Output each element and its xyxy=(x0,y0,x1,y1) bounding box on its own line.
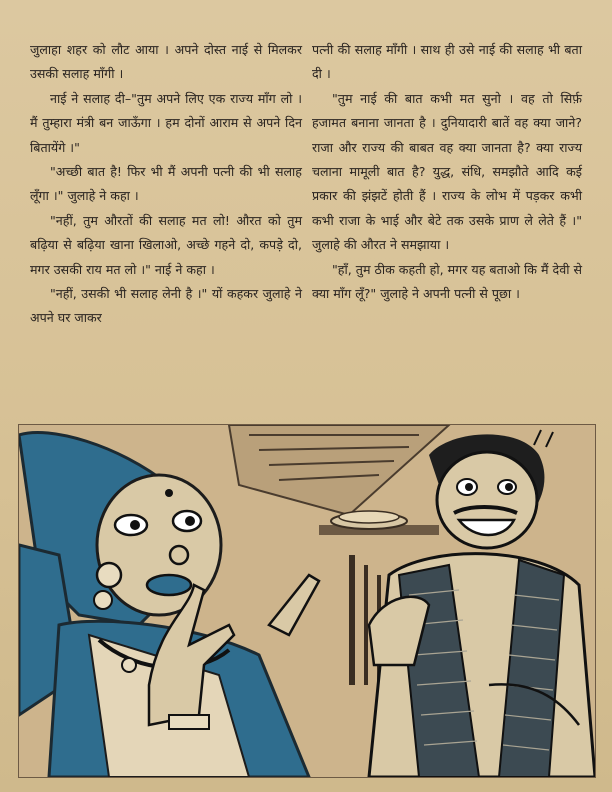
paragraph: पत्नी की सलाह माँगी । साथ ही उसे नाई की सलाह भी बता दी । xyxy=(312,42,582,82)
weaver-and-wife-illustration xyxy=(19,425,595,777)
illustration-panel xyxy=(18,424,596,778)
paragraph: "तुम नाई की बात कभी मत सुनो । वह तो सिर्फ़ हजामत बनाना जानता है । दुनियादारी बातें वह क्या जाने? राजा और राज्य की बाबत वह क्या जानता है? क्या राज्य चलाना मामूली बात है? युद्ध, संधि, समझौते आदि कई प्रकार की झंझटें होती हैं । राज्य के लोभ में पड़कर कभी कभी राजा के भाई और बेटे तक उसके प्राण ले लेते हैं ।" जुलाहे की औरत ने समझाया । xyxy=(312,90,582,253)
paragraph: "हाँ, तुम ठीक कहती हो, मगर यह बताओ कि मैं देवी से क्या माँग लूँ?" जुलाहे ने अपनी पत्नी से पूछा । xyxy=(312,261,582,302)
paragraph: "नहीं, उसकी भी सलाह लेनी है ।" यों कहकर जुलाहे ने अपने घर जाकर xyxy=(30,286,302,326)
story-text-right-column xyxy=(312,38,582,306)
story-text-left-column xyxy=(30,38,302,331)
paragraph: "नहीं, तुम औरतों की सलाह मत लो! औरत को तुम बढ़िया से बढ़िया खाना खिलाओ, अच्छे गहने दो, कपड़े दो, मगर उसकी राय मत लो ।" नाई ने कहा । xyxy=(30,212,302,277)
paragraph: नाई ने सलाह दी–"तुम अपने लिए एक राज्य माँग लो । मैं तुम्हारा मंत्री बन जाऊँगा । हम दोनों आराम से अपने दिन बितायेंगे ।" xyxy=(30,90,302,155)
paragraph: "अच्छी बात है! फिर भी मैं अपनी पत्नी की भी सलाह लूँगा ।" जुलाहे ने कहा । xyxy=(30,164,302,204)
paragraph: जुलाहा शहर को लौट आया । अपने दोस्त नाई से मिलकर उसकी सलाह माँगी । xyxy=(30,42,302,82)
